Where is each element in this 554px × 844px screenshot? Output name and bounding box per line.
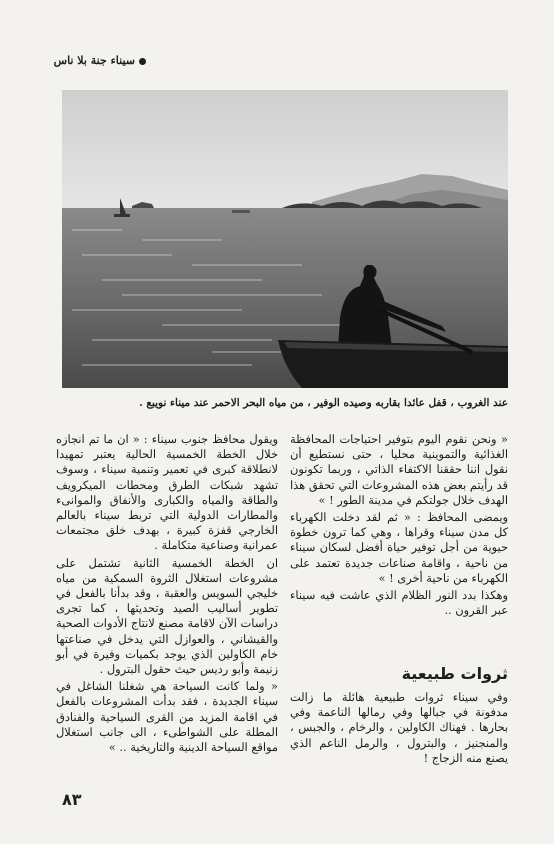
paragraph: ويمضى المحافظ : « ثم لقد دخلت الكهرباء كل مدن سيناء وقراها ، وهي كما ترون خطوة حيوية من أجل توفير حياة أفضل لسكان سيناء من ناحية ، واقامة صناعات جديدة تعتمد على الكهرباء من ناحية أخرى ! » — [290, 510, 508, 585]
running-header — [53, 54, 146, 67]
paragraph: ان الخطة الخمسية الثانية تشتمل على مشروعات استغلال الثروة السمكية من مياه خليجي السويس والعقبة ، وقد بدأنا بالفعل في تطوير أساليب الصيد وتحديثها ، كما تجرى دراسات الآن لاقامة مصنع لانتاج الأدوات الصحية والقيشاني ، والعوازل التي يدخل في صناعتها خام الكاولين الذي يوجد بكميات وفيرة في أبو زنيمة وأبو رديس حيث حقول البترول . — [56, 555, 278, 677]
right-column — [290, 432, 508, 620]
running-title: سيناء جنة بلا ناس — [53, 54, 135, 67]
left-column — [56, 432, 278, 757]
seascape-fisherman-photo-icon — [62, 90, 508, 388]
section-body — [290, 690, 508, 768]
paragraph: « ونحن نقوم اليوم بتوفير احتياجات المحافظة الغذائية والتموينية محليا ، حتى نستطيع أن نقول اننا حققنا الاكتفاء الذاتي ، وربما تكونون قد رأيتم بعض هذه المشروعات التي تحقق هذا الهدف خلال جولتكم في مدينة الطور ! » — [290, 432, 508, 507]
paragraph: ويقول محافظ جنوب سيناء : « ان ما تم انجازه خلال الخطة الخمسية الحالية يعتبر تمهيدا لانطلاقة كبرى في تعمير وتنمية سيناء ، وسوف تشهد شبكات الطرق ومحطات الميكرويف والطاقة والمياه والكبارى والأنفاق والموانىء والمطارات الدولية التي تربط سيناء بالعالم الخارجي قفزة كبيرة ، بهدف خلق مجتمعات عمرانية وصناعية متكاملة . — [56, 432, 278, 553]
photo-caption: عند الغروب ، قفل عائدا بقاربه وصيده الوفير ، من مياه البحر الاحمر عند ميناء نويبع . — [139, 397, 508, 409]
paragraph: « ولما كانت السياحة هي شغلنا الشاغل في سيناء الجديدة ، فقد بدأت المشروعات بالفعل في اقامة المزيد من القرى السياحية والفنادق المطلة على الشواطىء ، الى جانب استغلال مواقع السياحة الدينية والتاريخية .. » — [56, 679, 278, 755]
paragraph: وفي سيناء ثروات طبيعية هائلة ما زالت مدفونة في جبالها وفي رمالها الناعمة وفي بحارها . فهناك الكاولين ، والرخام ، والجبس ، والمنجنيز ، والبترول ، والرمل الناعم الذي يصنع منه الزجاج ! — [290, 690, 508, 765]
section-heading: ثروات طبيعية — [401, 664, 508, 683]
paragraph: وهكذا بدد النور الظلام الذي عاشت فيه سيناء عبر القرون .. — [290, 588, 508, 618]
page-number: ٨٣ — [62, 790, 82, 809]
seascape-photo — [62, 90, 508, 388]
header-bullet-icon — [139, 58, 146, 65]
